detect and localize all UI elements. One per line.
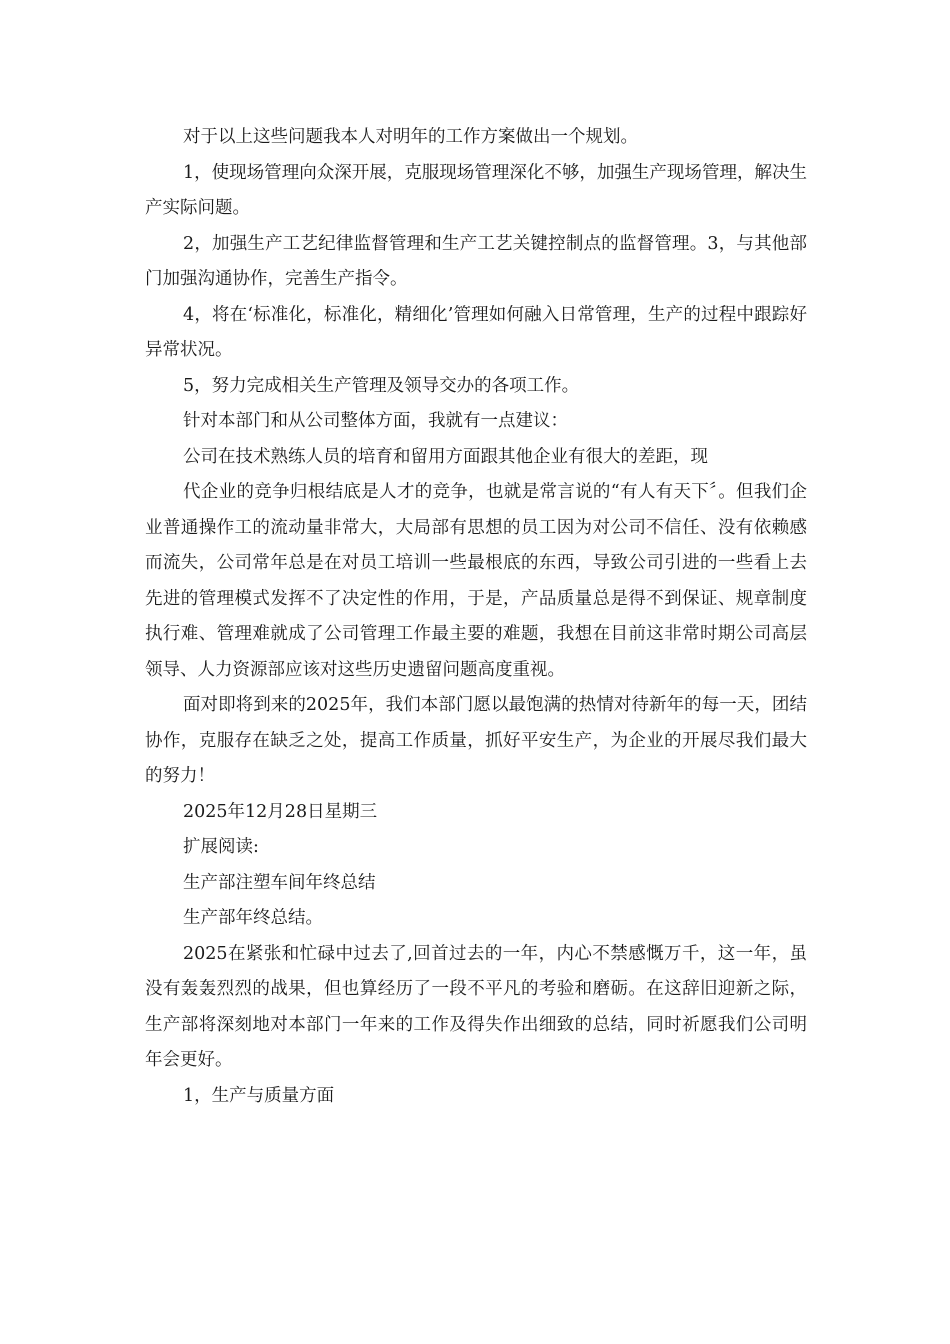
paragraph-subtitle: 生产部年终总结。 [183,908,323,928]
paragraph-production-quality-heading: 1，生产与质量方面 [183,1085,335,1106]
document-body [145,120,807,1114]
paragraph-summary-intro: 2025在紧张和忙碌中过去了,回首过去的一年，内心不禁感慨万千，这一年，虽没有轰轰烈烈的战果，但也算经历了一段不平凡的考验和磨砺。在这辞旧迎新之际，生产部将深刻地对本部门一年来的工作及得失作出细致的总结，同时祈愿我们公司明年会更好。 [145,943,807,1070]
paragraph-date: 2025年12月28日星期三 [183,801,378,822]
paragraph-plan-item-5: 5，努力完成相关生产管理及领导交办的各项工作。 [183,375,580,396]
paragraph-extended-reading: 扩展阅读: [183,837,259,857]
paragraph-plan-item-1: 1，使现场管理向众深开展，克服现场管理深化不够，加强生产现场管理，解决生产实际问题。 [145,162,807,218]
paragraph-plan-item-2-3: 2，加强生产工艺纪律监督管理和生产工艺关键控制点的监督管理。3，与其他部门加强沟通协作，完善生产指令。 [145,233,807,289]
paragraph-suggestion-body: 代企业的竞争归根结底是人才的竞争，也就是常言说的“有人有天下〞。但我们企业普通操作工的流动量非常大，大局部有思想的员工因为对公司不信任、没有依赖感而流失，公司常年总是在对员工培训一些最根底的东西，导致公司引进的一些看上去先进的管理模式发挥不了决定性的作用，于是，产品质量总是得不到保证、规章制度执行难、管理难就成了公司管理工作最主要的难题，我想在目前这非常时期公司高层领导、人力资源部应该对这些历史遗留问题高度重视。 [145,482,807,680]
paragraph-plan-item-4: 4，将在‘标准化，标准化，精细化’管理如何融入日常管理，生产的过程中跟踪好异常状况。 [145,304,807,360]
paragraph-suggestion-intro: 针对本部门和从公司整体方面，我就有一点建议： [183,411,568,431]
paragraph-new-year: 面对即将到来的2025年，我们本部门愿以最饱满的热情对待新年的每一天，团结协作，克服存在缺乏之处，提高工作质量，抓好平安生产，为企业的开展尽我们最大的努力！ [145,695,807,786]
paragraph-section-title: 生产部注塑车间年终总结 [183,872,376,893]
paragraph-plan-intro: 对于以上这些问题我本人对明年的工作方案做出一个规划。 [183,127,638,147]
paragraph-suggestion-line: 公司在技术熟练人员的培育和留用方面跟其他企业有很大的差距，现 [183,446,708,467]
